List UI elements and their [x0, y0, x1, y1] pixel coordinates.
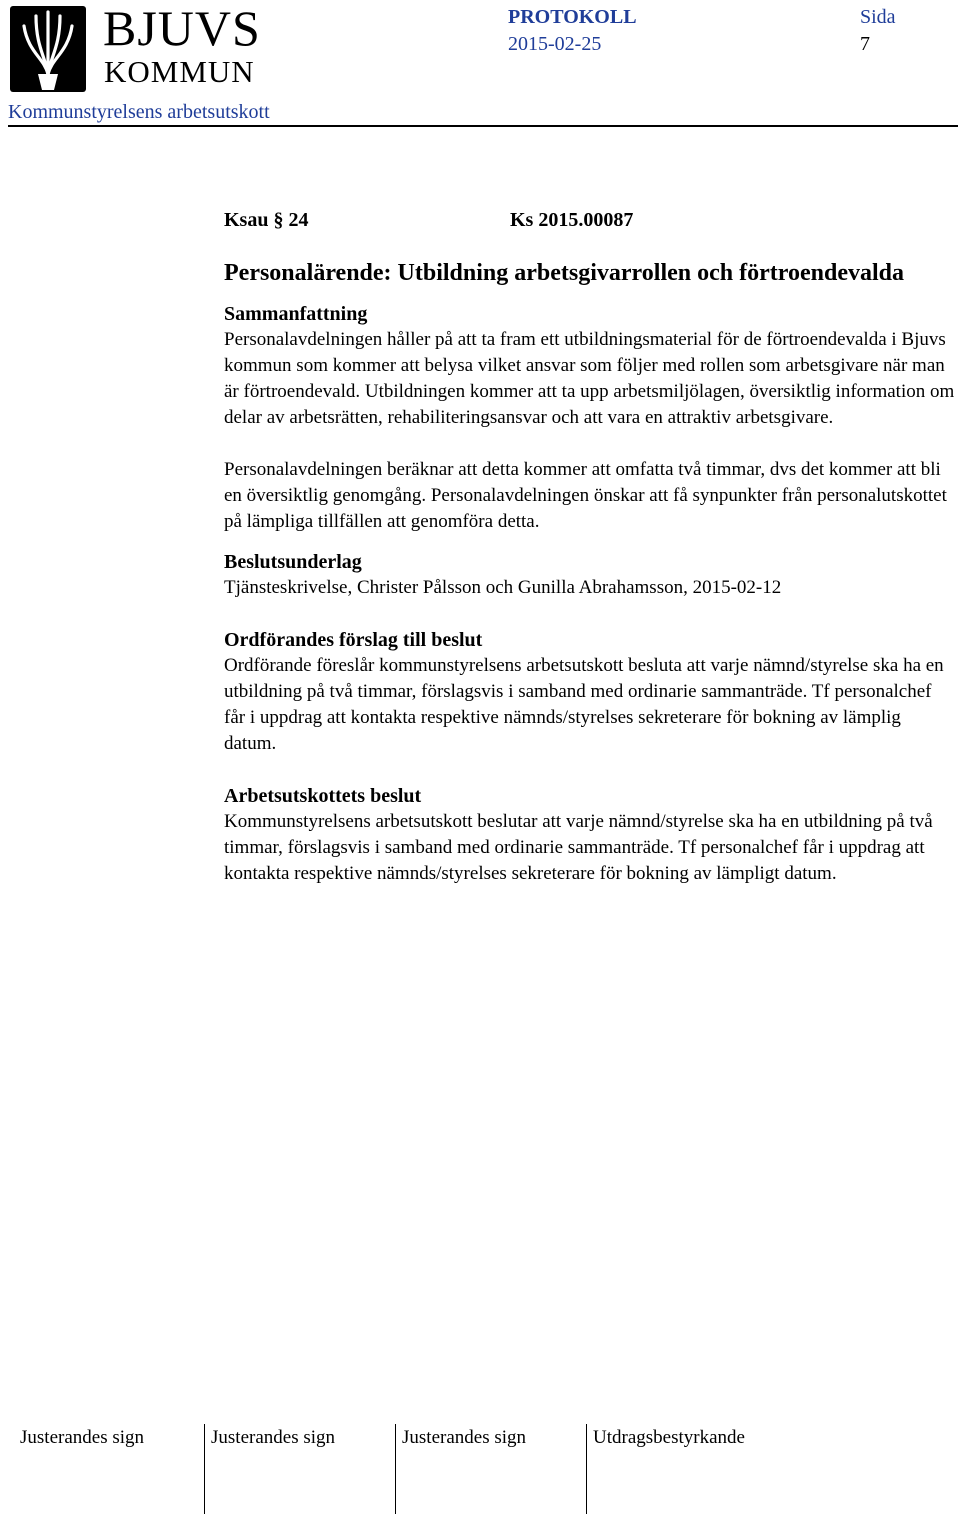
signature-label: Utdragsbestyrkande	[593, 1427, 745, 1448]
section-committee-decision	[224, 783, 956, 887]
signature-divider	[395, 1424, 396, 1514]
section-paragraph: Personalavdelningen håller på att ta fram ett utbildningsmaterial för de förtroendevalda i Bjuvs kommun som kommer att belysa vilket ansvar som följer med rollen som arbetsgivare när man är förtroendevald. Utbildningen kommer att ta upp arbetsmiljölagen, översiktlig information om delar av arbetsrätten, rehabiliteringsansvar och att vara en attraktiv arbetsgivare.	[224, 329, 955, 428]
signature-label: Justerandes sign	[402, 1427, 527, 1448]
logo-name: BJUVS	[103, 0, 261, 56]
signature-divider	[586, 1424, 587, 1514]
case-references	[224, 205, 956, 235]
section-paragraph: Personalavdelningen beräknar att detta kommer att omfatta två timmar, dvs det kommer att bli en översiktlig genomgång. Personalavdelningen önskar att få synpunkter från personalutskottet på lämpliga tillfällen att genomföra detta.	[224, 459, 947, 532]
section-summary	[224, 301, 956, 535]
document-title: Personalärende: Utbildning arbetsgivarrollen och förtroendevalda	[224, 260, 904, 286]
page-label: Sida	[860, 6, 896, 28]
torch-emblem-icon	[8, 4, 88, 94]
page-number: 7	[860, 33, 870, 55]
section-paragraph: Tjänsteskrivelse, Christer Pålsson och Gunilla Abrahamsson, 2015-02-12	[224, 577, 782, 598]
section-decision-basis	[224, 549, 956, 601]
section-heading: Sammanfattning	[224, 303, 368, 325]
section-heading: Beslutsunderlag	[224, 551, 362, 573]
signature-label: Justerandes sign	[211, 1427, 336, 1448]
section-heading: Ordförandes förslag till beslut	[224, 629, 483, 651]
document-type: PROTOKOLL	[508, 6, 637, 28]
municipality-logo	[8, 0, 261, 94]
section-paragraph: Kommunstyrelsens arbetsutskott beslutar att varje nämnd/styrelse ska ha en utbildning på två timmar, förslagsvis i samband med ordinarie sammanträde. Tf personalchef får i uppdrag att kontakta respektive nämnds/styrelses sekreterare för bokning av lämpligt datum.	[224, 811, 933, 884]
section-heading: Arbetsutskottets beslut	[224, 785, 422, 807]
signature-divider	[204, 1424, 205, 1514]
committee-name: Kommunstyrelsens arbetsutskott	[8, 101, 270, 123]
document-body	[224, 205, 956, 887]
logo-subtitle: KOMMUN	[104, 54, 255, 89]
paragraph-reference: Ksau § 24	[224, 209, 309, 231]
meeting-date: 2015-02-25	[508, 33, 602, 55]
header-divider	[8, 125, 958, 127]
signature-label: Justerandes sign	[20, 1427, 145, 1448]
signature-footer	[0, 1420, 960, 1514]
case-number: Ks 2015.00087	[510, 209, 634, 231]
section-chair-proposal	[224, 627, 956, 757]
section-paragraph: Ordförande föreslår kommunstyrelsens arbetsutskott besluta att varje nämnd/styrelse ska ha en utbildning på två timmar, förslagsvis i samband med ordinarie sammanträde. Tf personalchef får i uppdrag att kontakta respektive nämnds/styrelses sekreterare för bokning av lämplig datum.	[224, 655, 944, 754]
